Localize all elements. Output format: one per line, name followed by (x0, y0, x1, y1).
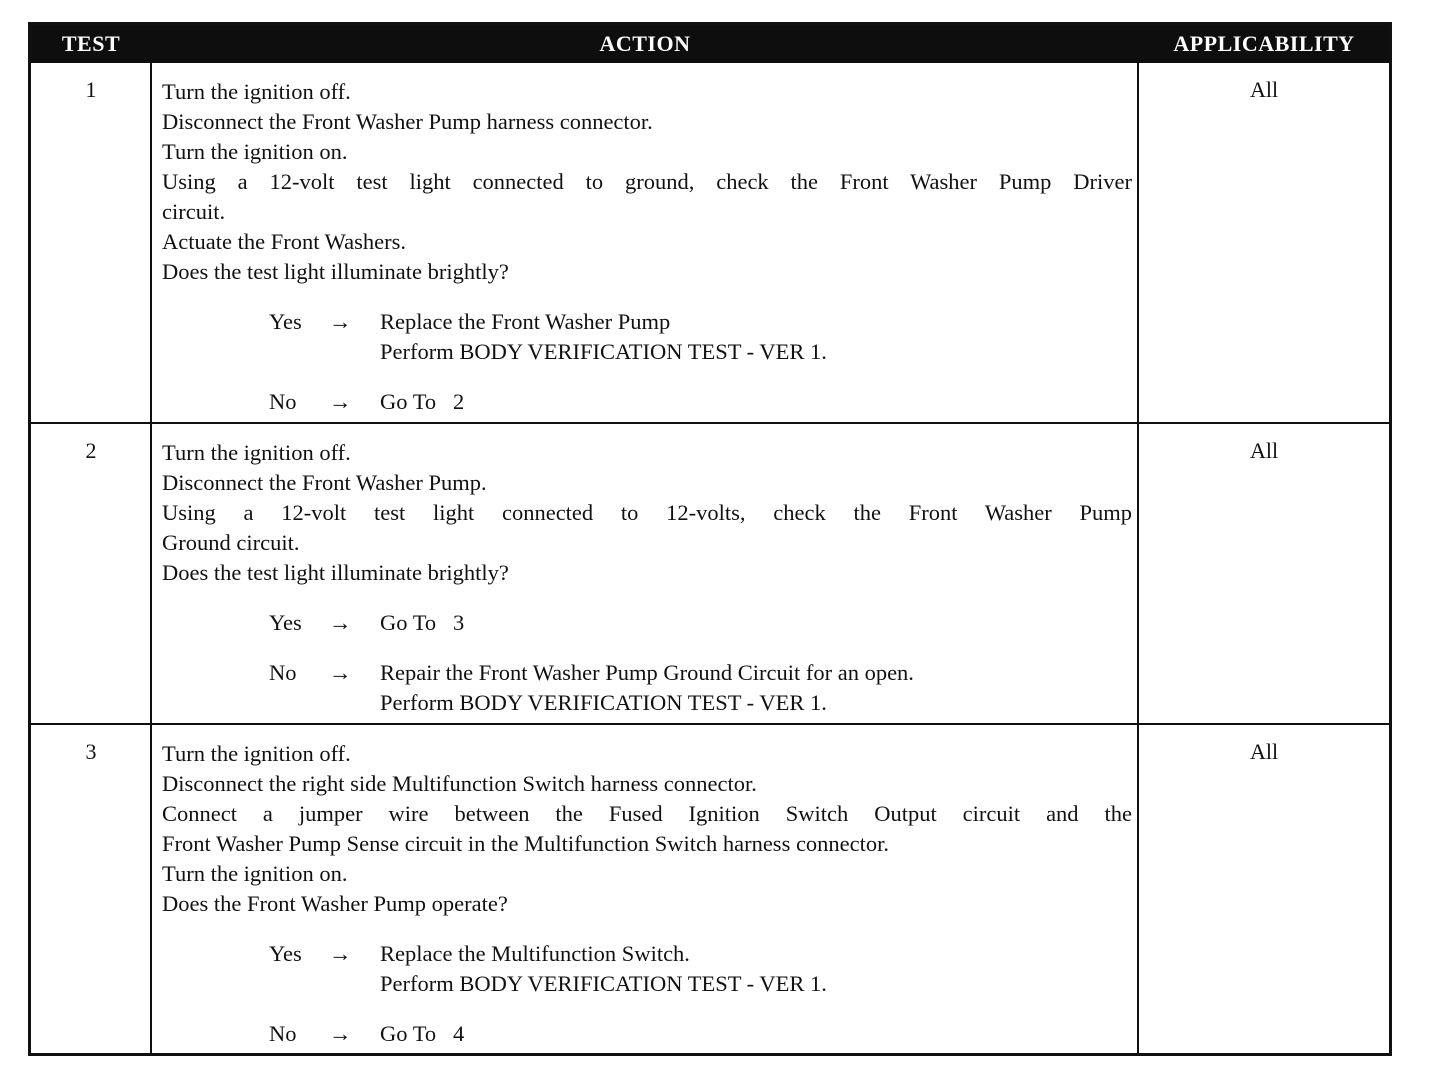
action-step: Disconnect the Front Washer Pump harness connector. (162, 109, 653, 134)
result-text: Replace the Multifunction Switch. (380, 941, 690, 966)
no-label: No (269, 389, 297, 414)
result-text: Perform BODY VERIFICATION TEST - VER 1. (380, 971, 827, 996)
action-step: Disconnect the right side Multifunction Switch harness connector. (162, 771, 757, 796)
action-step: Turn the ignition on. (162, 861, 348, 886)
action-question: Does the test light illuminate brightly? (162, 259, 509, 284)
yes-result (269, 307, 1132, 367)
no-result (269, 658, 1132, 718)
action-question: Does the test light illuminate brightly? (162, 560, 509, 585)
action-cell (162, 739, 1132, 1049)
no-result (269, 1019, 1132, 1049)
action-step: Using a 12-volt test light connected to ground, check the Front Washer Pump Driver (162, 169, 1132, 194)
applicability-value: All (1249, 438, 1279, 463)
right-arrow-icon: → (329, 1021, 352, 1046)
yes-label: Yes (269, 610, 302, 635)
test-number: 1 (85, 77, 97, 102)
action-step: Using a 12-volt test light connected to 12-volts, check the Front Washer Pump (162, 500, 1132, 525)
no-label: No (269, 660, 297, 685)
action-step: Disconnect the Front Washer Pump. (162, 470, 487, 495)
yes-label: Yes (269, 309, 302, 334)
applicability-value: All (1249, 739, 1279, 764)
result-text: Repair the Front Washer Pump Ground Circuit for an open. (380, 660, 914, 685)
action-step: Actuate the Front Washers. (162, 229, 406, 254)
action-cell (162, 438, 1132, 718)
yes-result (269, 608, 1132, 638)
result-text: Go To 2 (380, 389, 465, 414)
action-step: Ground circuit. (162, 530, 300, 555)
table-header (31, 25, 1389, 63)
header-test: TEST (61, 31, 121, 56)
action-step: Turn the ignition off. (162, 440, 351, 465)
action-question: Does the Front Washer Pump operate? (162, 891, 508, 916)
no-result (269, 387, 1132, 417)
action-step: Turn the ignition off. (162, 741, 351, 766)
result-text: Replace the Front Washer Pump (380, 309, 671, 334)
right-arrow-icon: → (329, 389, 352, 414)
action-step: Front Washer Pump Sense circuit in the Multifunction Switch harness connector. (162, 831, 890, 856)
table-row (31, 424, 1389, 723)
right-arrow-icon: → (329, 309, 352, 334)
yes-label: Yes (269, 941, 302, 966)
right-arrow-icon: → (329, 610, 352, 635)
action-step: Connect a jumper wire between the Fused Ignition Switch Output circuit and the (162, 801, 1132, 826)
action-cell (162, 77, 1132, 417)
result-text: Go To 3 (380, 610, 465, 635)
no-label: No (269, 1021, 297, 1046)
header-applicability: APPLICABILITY (1173, 31, 1355, 56)
header-action: ACTION (599, 31, 691, 56)
action-step: Turn the ignition on. (162, 139, 348, 164)
right-arrow-icon: → (329, 660, 352, 685)
result-text: Perform BODY VERIFICATION TEST - VER 1. (380, 690, 827, 715)
yes-result (269, 939, 1132, 999)
diagnostic-table (28, 22, 1392, 1056)
test-number: 2 (85, 438, 97, 463)
result-text: Go To 4 (380, 1021, 465, 1046)
test-number: 3 (85, 739, 97, 764)
table-row (31, 63, 1389, 422)
action-step: Turn the ignition off. (162, 79, 351, 104)
result-text: Perform BODY VERIFICATION TEST - VER 1. (380, 339, 827, 364)
action-step: circuit. (162, 199, 226, 224)
table-row (31, 725, 1389, 1053)
applicability-value: All (1249, 77, 1279, 102)
right-arrow-icon: → (329, 941, 352, 966)
